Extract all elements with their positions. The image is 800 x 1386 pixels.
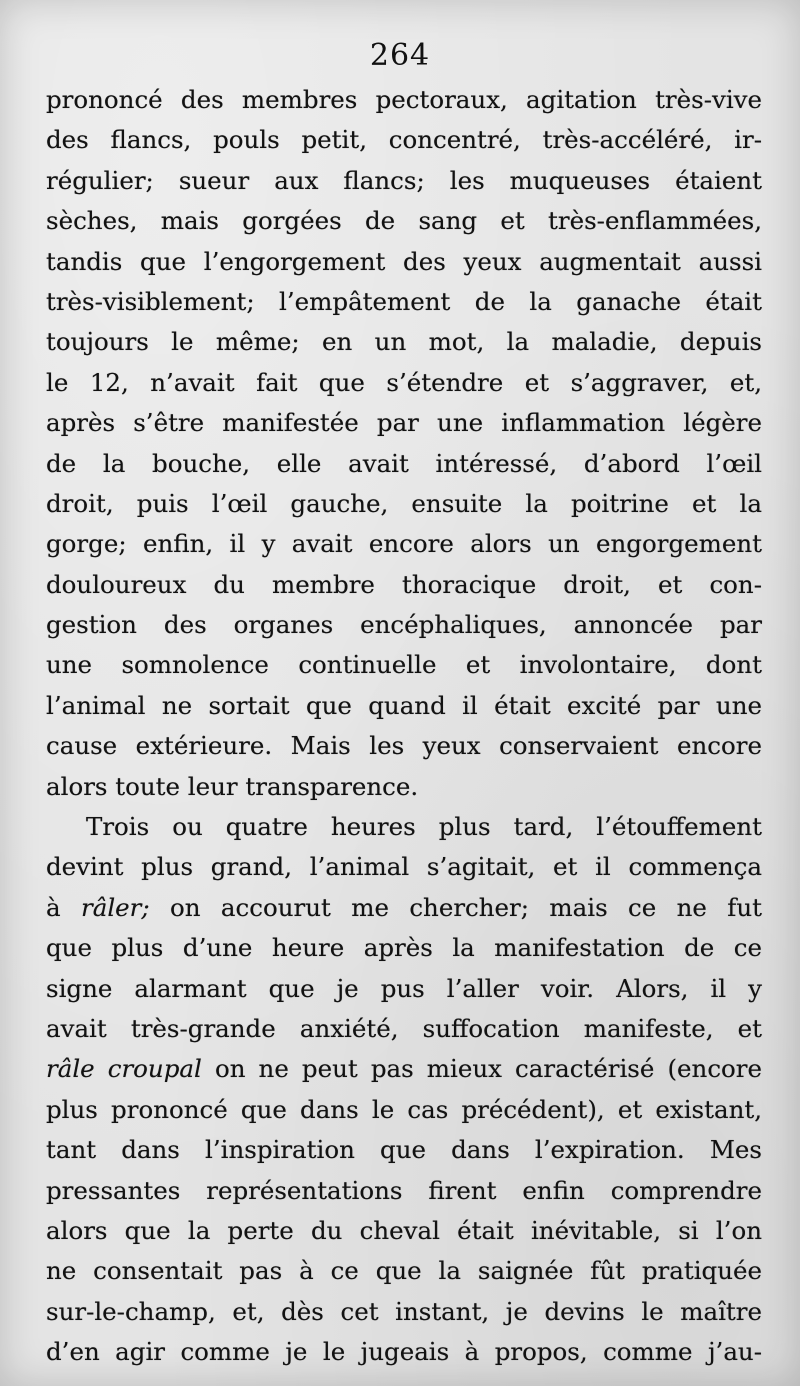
text-line [46, 80, 762, 120]
text-line [46, 565, 762, 605]
text-line [46, 1130, 762, 1170]
text-line [46, 161, 762, 201]
text-line [46, 1292, 762, 1332]
text-segment: ne consentait pas à ce que la saignée fût pratiquée [46, 1256, 762, 1286]
text-segment: sur-le-champ, et, dès cet instant, je devins le maître [46, 1296, 762, 1326]
text-segment: à [46, 892, 81, 922]
text-segment: plus prononcé que dans le cas précédent), et existant, [46, 1094, 762, 1124]
text-segment: une somnolence continuelle et involontaire, dont [46, 650, 762, 680]
text-line [46, 807, 762, 847]
text-line [46, 1251, 762, 1291]
body-text [46, 80, 762, 1373]
text-segment: d’en agir comme je le jugeais à propos, comme j’au- [46, 1337, 762, 1367]
text-segment: douloureux du membre thoracique droit, et con- [46, 569, 762, 599]
text-segment: pressantes représentations firent enfin comprendre [46, 1175, 762, 1205]
page-number: 264 [369, 38, 431, 73]
text-line [46, 847, 762, 887]
text-line [46, 1049, 762, 1089]
text-line [46, 928, 762, 968]
italic-text: râle croupal [46, 1054, 202, 1084]
text-line [46, 444, 762, 484]
text-segment: que plus d’une heure après la manifestation de ce [46, 933, 762, 963]
text-line [46, 484, 762, 524]
text-segment: on ne peut pas mieux caractérisé (encore [201, 1054, 762, 1084]
text-line [46, 1171, 762, 1211]
text-segment: toujours le même; en un mot, la maladie, depuis [46, 327, 762, 357]
text-segment: gorge; enfin, il y avait encore alors un engorgement [46, 529, 762, 559]
text-line [46, 686, 762, 726]
text-line [46, 767, 762, 807]
text-segment: sèches, mais gorgées de sang et très-enflammées, [46, 206, 762, 236]
text-line [46, 363, 762, 403]
text-line [46, 524, 762, 564]
text-segment: Trois ou quatre heures plus tard, l’étouffement [86, 812, 762, 842]
text-line [46, 282, 762, 322]
text-line [46, 1090, 762, 1130]
text-segment: gestion des organes encéphaliques, annoncée par [46, 610, 762, 640]
text-line [46, 242, 762, 282]
text-segment: tant dans l’inspiration que dans l’expiration. Mes [46, 1135, 762, 1165]
text-segment: régulier; sueur aux flancs; les muqueuses étaient [46, 165, 762, 195]
text-line [46, 1009, 762, 1049]
text-segment: alors toute leur transparence. [46, 771, 419, 801]
text-line [46, 1211, 762, 1251]
text-line [46, 726, 762, 766]
text-segment: signe alarmant que je pus l’aller voir. Alors, il y [46, 973, 762, 1003]
text-segment: très-visiblement; l’empâtement de la ganache était [46, 286, 762, 316]
text-segment: alors que la perte du cheval était inévitable, si l’on [46, 1215, 762, 1245]
text-segment: cause extérieure. Mais les yeux conservaient encore [46, 731, 762, 761]
text-segment: le 12, n’avait fait que s’étendre et s’aggraver, et, [46, 367, 762, 397]
text-segment: des flancs, pouls petit, concentré, très-accéléré, ir- [46, 125, 762, 155]
text-line [46, 888, 762, 928]
italic-text: râler; [81, 892, 150, 922]
text-line [46, 645, 762, 685]
text-line [46, 1332, 762, 1372]
text-segment: devint plus grand, l’animal s’agitait, et il commença [46, 852, 762, 882]
text-segment: de la bouche, elle avait intéressé, d’abord l’œil [46, 448, 762, 478]
text-segment: droit, puis l’œil gauche, ensuite la poitrine et la [46, 488, 762, 518]
text-segment: l’animal ne sortait que quand il était excité par une [46, 690, 762, 720]
text-segment: tandis que l’engorgement des yeux augmentait aussi [46, 246, 762, 276]
text-line [46, 120, 762, 160]
text-segment: on accourut me chercher; mais ce ne fut [149, 892, 762, 922]
text-segment: après s’être manifestée par une inflammation légère [46, 408, 762, 438]
text-line [46, 201, 762, 241]
text-segment: prononcé des membres pectoraux, agitation très-vive [46, 85, 762, 114]
text-line [46, 403, 762, 443]
text-line [46, 322, 762, 362]
text-line [46, 969, 762, 1009]
text-line [46, 605, 762, 645]
text-segment: avait très-grande anxiété, suffocation manifeste, et [46, 1013, 762, 1043]
